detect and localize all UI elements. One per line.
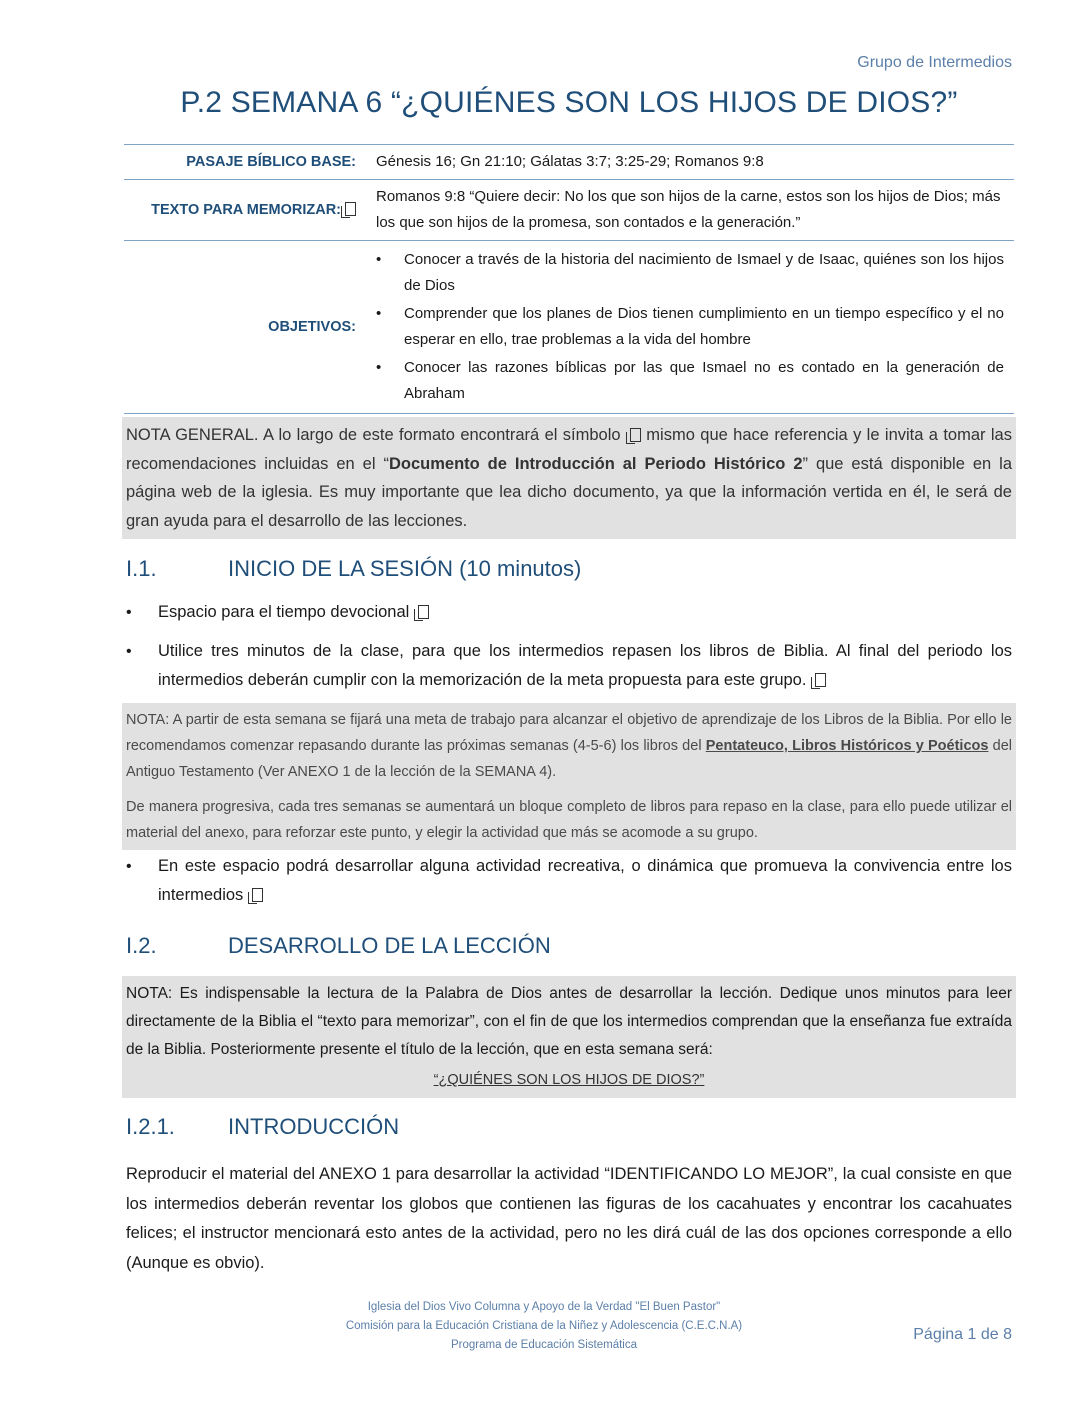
book-icon	[345, 202, 356, 216]
section-heading-introduccion	[126, 1114, 399, 1140]
footer-line-church: Iglesia del Dios Vivo Columna y Apoyo de la Verdad "El Buen Pastor"	[367, 1301, 721, 1313]
books-note-highlight: Pentateuco, Libros Históricos y Poéticos	[705, 738, 989, 754]
bullet-item	[126, 637, 1012, 695]
pasaje-row	[124, 145, 1014, 180]
objective-item: • Comprender que los planes de Dios tienen cumplimiento en un tiempo específico y el no esperar en ello, trae problemas a la vida del hombre	[376, 301, 1004, 353]
inicio-bullets-2	[126, 852, 1012, 910]
inicio-bullets	[126, 598, 1012, 695]
books-note	[122, 703, 1016, 850]
bullet-text: Utilice tres minutos de la clase, para que los intermedios repasen los libros de Biblia. Al final del periodo los intermedios deberán cumplir con la memorización de la meta propuesta para este grupo.	[158, 642, 1012, 689]
texto-label	[124, 180, 370, 241]
objectives-list	[376, 247, 1004, 407]
development-note-text: NOTA: Es indispensable la lectura de la Palabra de Dios antes de desarrollar la lección. Dedique unos minutos para leer directamente de la Biblia el “texto para memorizar”, con el fin de que los intermedios comprendan que la enseñanza fue extraída de la Biblia. Posteriormente presente el título de la lección, que en esta semana será:	[126, 985, 1012, 1058]
footer-line-program: Programa de Educación Sistemática	[450, 1339, 637, 1351]
general-note-text-1: NOTA GENERAL. A lo largo de este formato encontrará el símbolo	[126, 426, 626, 444]
texto-row	[124, 180, 1014, 241]
general-note-text-2: mismo que hace referencia y le invita a tomar las recomendaciones incluidas en el “	[126, 426, 1012, 473]
section-title: INICIO DE LA SESIÓN (10 minutos)	[228, 556, 582, 581]
objetivos-row	[124, 241, 1014, 414]
pasaje-label: PASAJE BÍBLICO BASE:	[124, 145, 370, 180]
bullet-text: En este espacio podrá desarrollar alguna actividad recreativa, o dinámica que promueva la convivencia entre los intermedios	[158, 857, 1012, 904]
book-icon	[252, 888, 263, 902]
section-number: I.2.	[126, 933, 157, 958]
book-icon	[630, 428, 641, 442]
bullet-item	[126, 852, 1012, 910]
book-icon	[418, 605, 429, 619]
lesson-info-table	[124, 144, 1014, 414]
group-header: Grupo de Intermedios	[857, 54, 1012, 71]
section-title: INTRODUCCIÓN	[228, 1114, 400, 1139]
books-note-text: NOTA: A partir de esta semana se fijará una meta de trabajo para alcanzar el objetivo de aprendizaje de los Libros de la Biblia. Por ello le recomendamos comenzar repasando durante las próximas semanas (4-5-6) los libros del	[126, 712, 1012, 754]
bullet-item	[126, 598, 1012, 627]
objective-item: • Conocer las razones bíblicas por las que Ismael no es contado en la generación de Abraham	[376, 355, 1004, 407]
section-number: I.2.1.	[126, 1114, 175, 1139]
section-heading-desarrollo	[126, 933, 551, 959]
page-number: Página 1 de 8	[913, 1326, 1012, 1343]
introduction-paragraph: Reproducir el material del ANEXO 1 para desarrollar la actividad “IDENTIFICANDO LO MEJOR”, la cual consiste en que los intermedios deberán reventar los globos que contienen las figuras de los cacahuates y encontrar los cacahuates felices; el instructor mencionará esto antes de la actividad, pero no les dirá cuál de las dos opciones corresponde a ello (Aunque es obvio).	[126, 1165, 1012, 1272]
objetivos-value	[370, 241, 1014, 414]
books-note-text: del Antiguo Testamento (Ver ANEXO 1 de la lección de la SEMANA 4).	[126, 738, 1013, 780]
general-note-document-name: Documento de Introducción al Periodo Histórico 2	[388, 454, 803, 473]
general-note-text-3: ” que está disponible en la página web de la iglesia. Es muy importante que lea dicho documento, ya que la información vertida en él, le será de gran ayuda para el desarrollo de las lecciones.	[126, 454, 1012, 530]
bullet-text: Espacio para el tiempo devocional	[158, 603, 414, 621]
texto-label-text: TEXTO PARA MEMORIZAR:	[151, 202, 341, 218]
book-icon	[815, 673, 826, 687]
general-note	[122, 417, 1016, 539]
footer-line-commission: Comisión para la Educación Cristiana de la Niñez y Adolescencia (C.E.C.N.A)	[345, 1320, 743, 1332]
section-title: DESARROLLO DE LA LECCIÓN	[228, 933, 551, 958]
page-title: P.2 SEMANA 6 “¿QUIÉNES SON LOS HIJOS DE DIOS?”	[180, 86, 958, 119]
books-note-paragraph-1	[126, 707, 1012, 785]
books-note-paragraph-2: De manera progresiva, cada tres semanas se aumentará un bloque completo de libros para repaso en la clase, para ello puede utilizar el material del anexo, para reforzar este punto, y elegir la actividad que más se acomode a su grupo.	[126, 799, 1012, 841]
objetivos-label: OBJETIVOS:	[124, 241, 370, 414]
lesson-title-callout: “¿QUIÉNES SON LOS HIJOS DE DIOS?”	[433, 1072, 705, 1088]
development-note	[122, 976, 1016, 1098]
texto-value: Romanos 9:8 “Quiere decir: No los que son hijos de la carne, estos son los hijos de Dios; más los que son hijos de la promesa, son contados e la generación.”	[370, 180, 1014, 241]
pasaje-value: Génesis 16; Gn 21:10; Gálatas 3:7; 3:25-29; Romanos 9:8	[370, 145, 1014, 180]
section-heading-inicio	[126, 556, 581, 582]
objective-item: • Conocer a través de la historia del nacimiento de Ismael y de Isaac, quiénes son los hijos de Dios	[376, 247, 1004, 299]
section-number: I.1.	[126, 556, 157, 581]
